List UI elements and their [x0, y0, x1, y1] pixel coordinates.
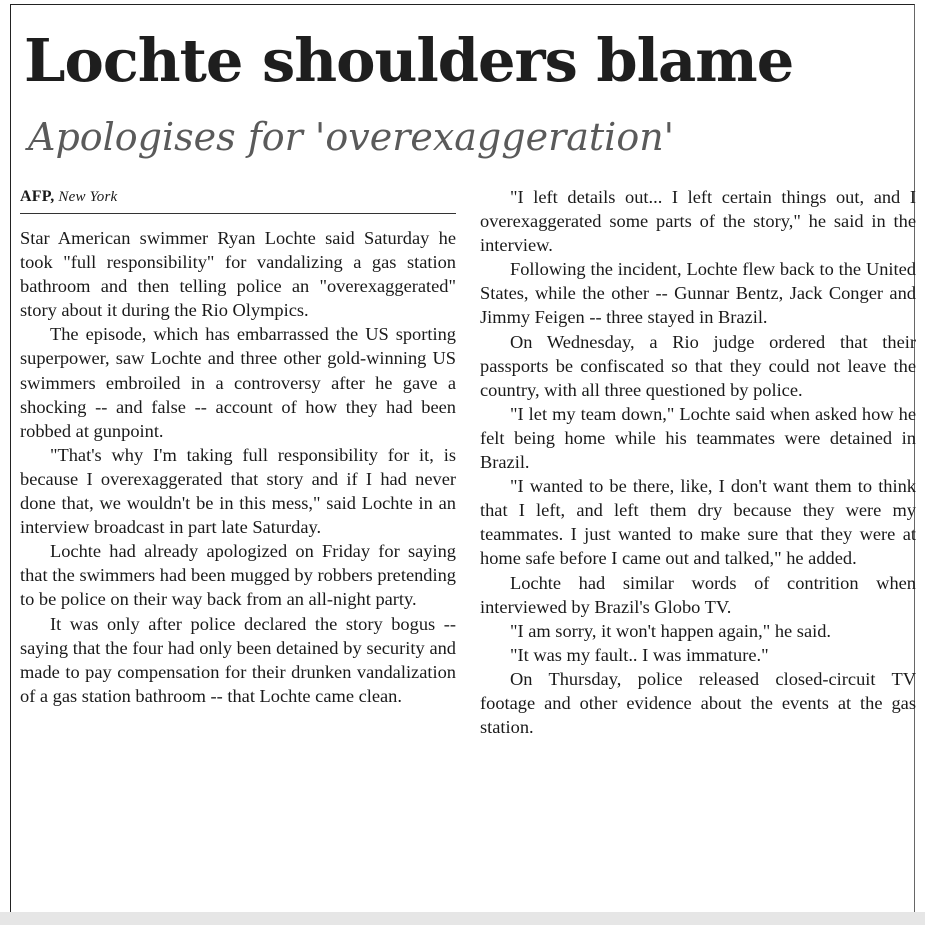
subheadline: Apologises for 'overexaggeration' [28, 115, 675, 159]
paragraph: "I let my team down," Lochte said when asked how he felt being home while his teammates were detained in Brazil. [480, 403, 916, 473]
byline-location: New York [58, 189, 118, 205]
paragraph: Lochte had similar words of contrition when interviewed by Brazil's Globo TV. [480, 572, 916, 617]
byline [20, 185, 456, 214]
paragraph: Star American swimmer Ryan Lochte said Saturday he took "full responsibility" for vandalizing a gas station bathroom and then telling police an "overexaggerated" story about it during the Rio Olympics. [20, 228, 456, 321]
paragraph: "That's why I'm taking full responsibility for it, is because I overexaggerated that story and if I had never done that, we wouldn't be in this mess," said Lochte in an interview broadcast in part late Saturday. [20, 444, 456, 538]
column-right [480, 185, 916, 739]
paragraph: The episode, which has embarrassed the US sporting superpower, saw Lochte and three other gold-winning US swimmers embroiled in a controversy after he gave a shocking -- and false -- account of how they had been robbed at gunpoint. [20, 324, 456, 441]
paragraph: Lochte had already apologized on Friday for saying that the swimmers had been mugged by robbers pretending to be police on their way back from an all-night party. [20, 541, 456, 610]
paragraph: Following the incident, Lochte flew back to the United States, while the other -- Gunnar Bentz, Jack Conger and Jimmy Feigen -- three stayed in Brazil. [480, 259, 916, 328]
paragraph: "It was my fault.. I was immature." [510, 644, 769, 665]
paragraph: "I am sorry, it won't happen again," he said. [510, 620, 832, 641]
paragraph: "I wanted to be there, like, I don't want them to think that I left, and left them dry because they were my teammates. I just wanted to make sure that they were at home safe before I came out and talked," he added. [480, 476, 916, 569]
column-left [20, 185, 456, 708]
page-edge [0, 912, 925, 925]
paragraph: On Wednesday, a Rio judge ordered that their passports be confiscated so that they could not leave the country, with all three questioned by police. [480, 331, 916, 400]
paragraph: On Thursday, police released closed-circuit TV footage and other evidence about the events at the gas station. [480, 668, 916, 738]
byline-agency: AFP, [20, 188, 55, 205]
headline: Lochte shoulders blame [24, 26, 794, 95]
paragraph: "I left details out... I left certain things out, and I overexaggerated some parts of the story," he said in the interview. [480, 187, 916, 256]
paragraph: It was only after police declared the story bogus -- saying that the four had only been detained by security and made to pay compensation for their drunken vandalization of a gas station bathroom -- that Lochte came clean. [20, 613, 456, 706]
